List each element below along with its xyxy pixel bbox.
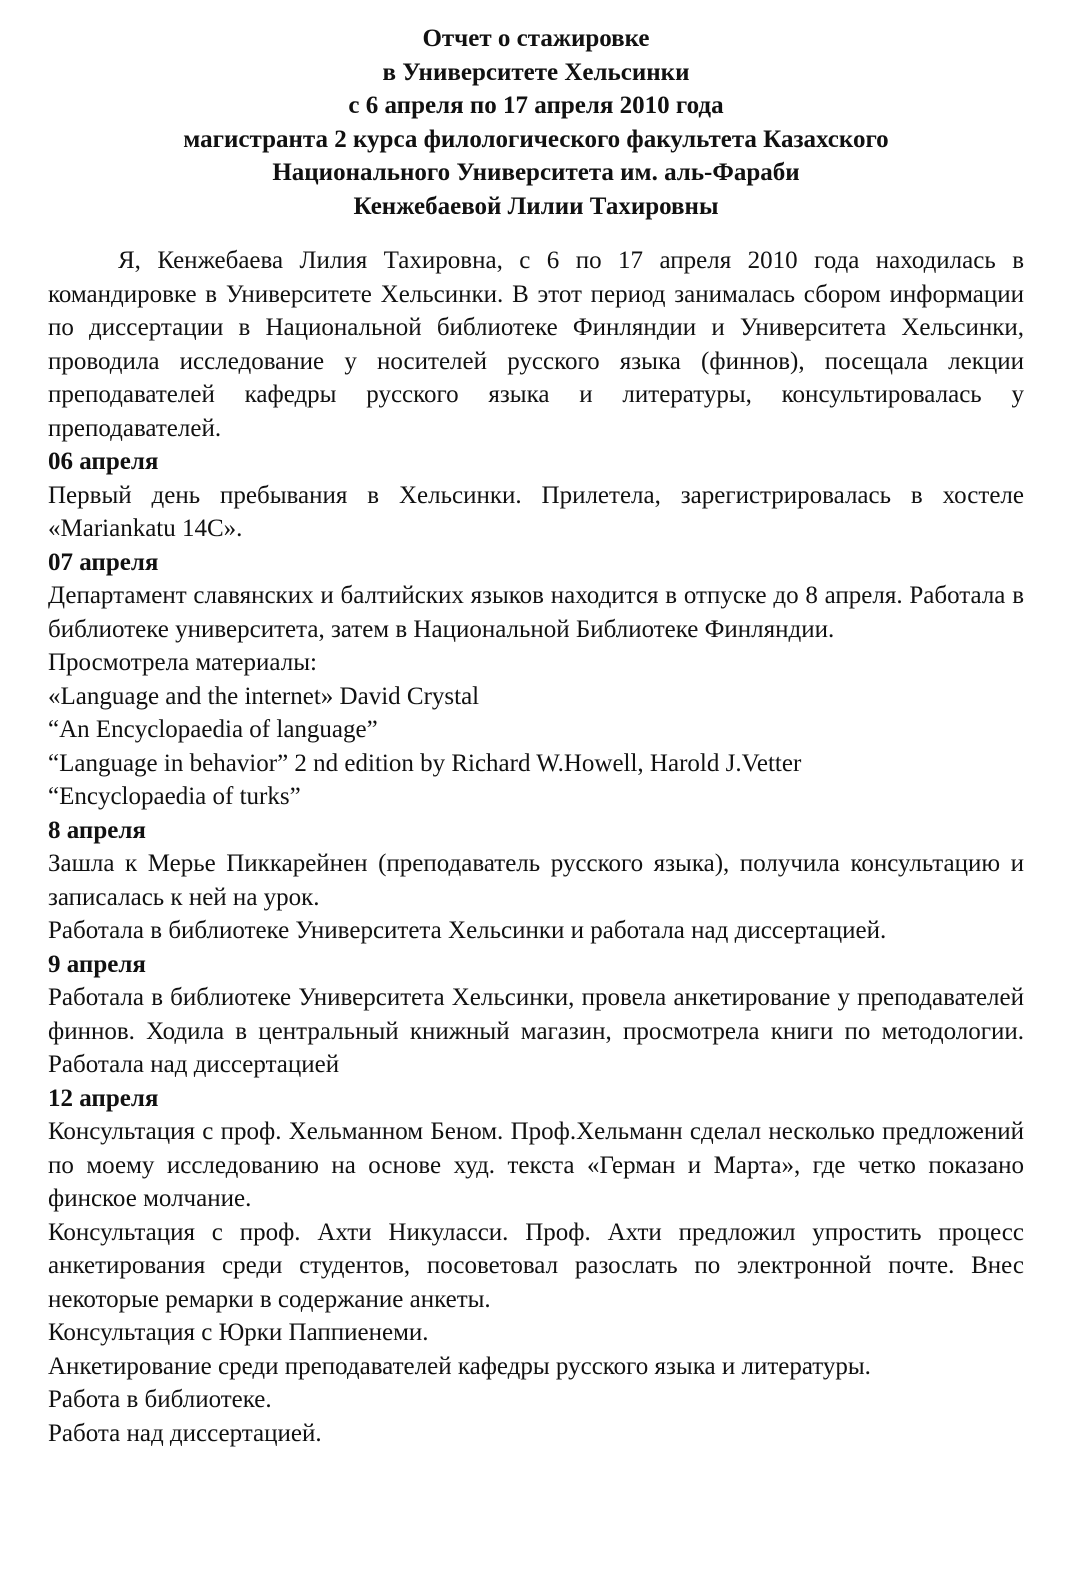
entry-date: 12 апреля [48,1084,159,1112]
title-line: Отчет о стажировке [422,25,650,52]
entry-paragraph: Консультация с проф. Ахти Никуласси. Проф. Ахти предложил упростить процесс анкетирования среди студентов, посоветовал разослать по электронной почте. Внес некоторые ремарки в содержание анкеты. [48,1218,1024,1313]
entry-paragraph: Первый день пребывания в Хельсинки. Прилетела, зарегистрировалась в хостеле «Mariankatu 14C». [48,481,1024,542]
entry-line: «Language and the internet» David Crystal [48,682,480,710]
title-line: Национального Университета им. аль-Фараби [272,159,800,186]
entry-paragraph: Зашла к Мерье Пиккарейнен (преподаватель русского языка), получила консультацию и записалась к ней на урок. [48,850,1024,911]
document-page [48,22,1024,1450]
entry-line: Работа в библиотеке. [48,1386,272,1413]
entry-date: 07 апреля [48,548,159,576]
entry-paragraph: Консультация с проф. Хельманном Беном. Проф.Хельманн сделал несколько предложений по моему исследованию на основе худ. текста «Герман и Марта», где четко показано финское молчание. [48,1118,1024,1212]
report-title [48,22,1024,223]
title-line: в Университете Хельсинки [382,58,690,86]
title-line: с 6 апреля по 17 апреля 2010 года [348,92,724,119]
entry-date: 06 апреля [48,448,159,475]
entry-line: Анкетирование среди преподавателей кафедры русского языка и литературы. [48,1352,871,1380]
title-line: Кенжебаевой Лилии Тахировны [353,192,719,220]
intro-paragraph: Я, Кенжебаева Лилия Тахировна, с 6 по 17 апреля 2010 года находилась в командировке в Университете Хельсинки. В этот период занималась сбором информации по диссертации в Национальной библиотеке Финляндии и Университета Хельсинки, проводила исследование у носителей русского языка (финнов), посещала лекции преподавателей кафедры русского языка и литературы, консультировалась у преподавателей. [48,247,1024,442]
entry-line: “An Encyclopaedia of language” [48,716,378,743]
entry-date: 9 апреля [48,950,146,978]
entry-line: Просмотрела материалы: [48,649,317,676]
entry-line: Работа над диссертацией. [48,1419,322,1447]
entry-date: 8 апреля [48,816,146,844]
entry-paragraph: Работала в библиотеке Университета Хельсинки и работала над диссертацией. [48,917,887,944]
entry-paragraph: Департамент славянских и балтийских языков находится в отпуске до 8 апреля. Работала в библиотеке университета, затем в Национальной Библиотеке Финляндии. [48,582,1024,643]
entry-paragraph: Работала в библиотеке Университета Хельсинки, провела анкетирование у преподавателей финнов. Ходила в центральный книжный магазин, просмотрела книги по методологии. Работала над диссертацией [48,984,1024,1078]
entry-line: Консультация с Юрки Паппиенеми. [48,1319,429,1346]
entry-line: “Encyclopaedia of turks” [48,783,301,810]
entry-line: “Language in behavior” 2 nd edition by Richard W.Howell, Harold J.Vetter [48,749,802,777]
title-line: магистранта 2 курса филологического факультета Казахского [183,125,889,153]
